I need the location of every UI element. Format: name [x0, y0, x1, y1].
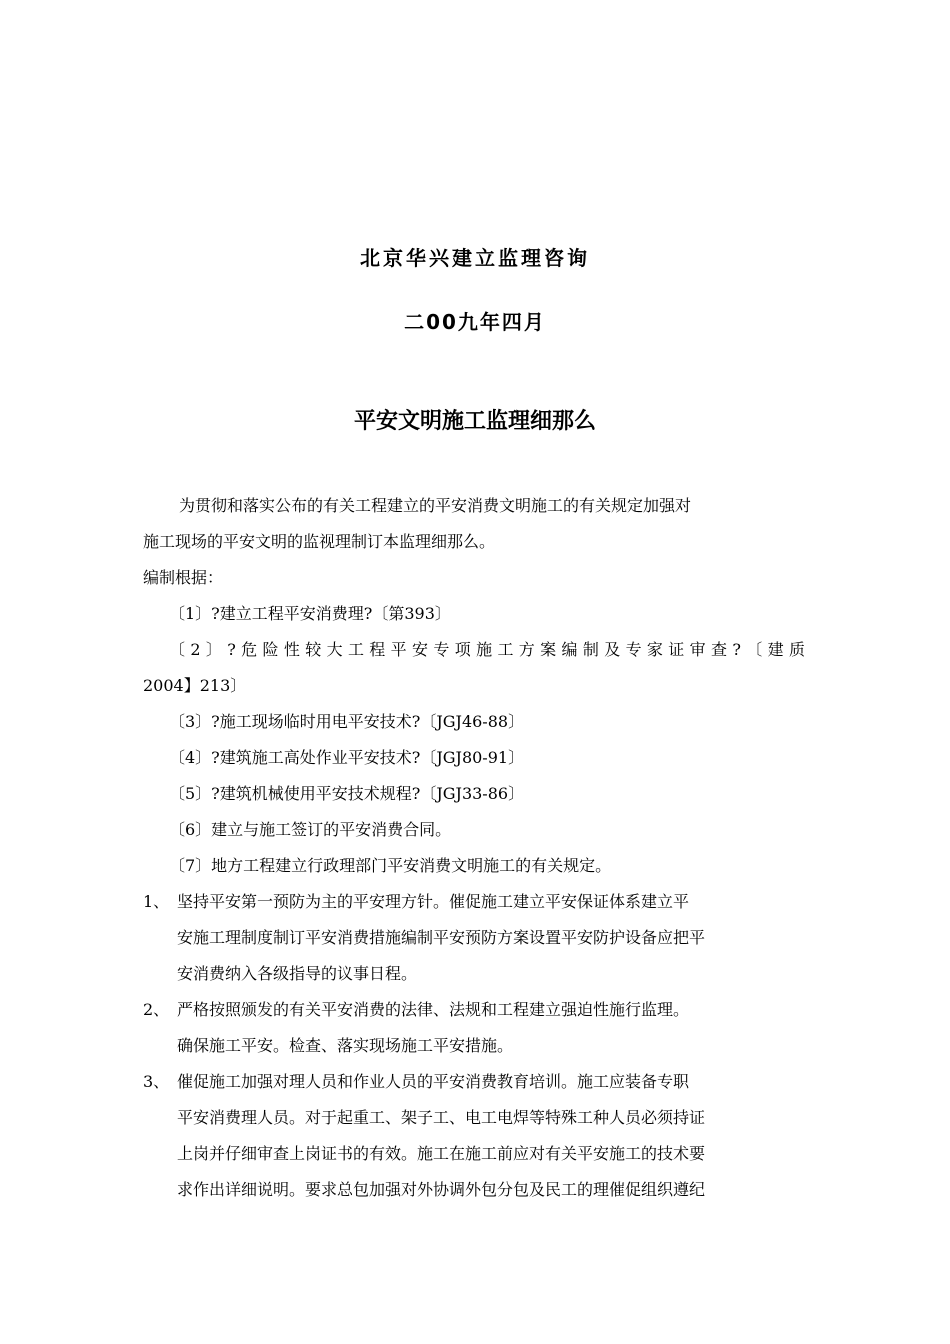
basis-item: 〔5〕?建筑机械使用平安技术规程?〔JGJ33-86〕: [169, 784, 525, 803]
item-number: 1、: [143, 892, 170, 911]
document-title: 平安文明施工监理细那么: [353, 409, 596, 434]
basis-item-continuation: 2004】213〕: [143, 676, 247, 695]
basis-heading: 编制根据：: [143, 568, 224, 587]
item-text: 求作出详细说明。要求总包加强对外协调外包分包及民工的理催促组织遵纪: [177, 1180, 706, 1199]
item-number: 3、: [143, 1072, 170, 1091]
document-date: 二00九年四月: [404, 310, 546, 334]
item-text: 安施工理制度制订平安消费措施编制平安预防方案设置平安防护设备应把平: [177, 928, 706, 947]
item-number: 2、: [143, 1000, 170, 1019]
item-text: 平安消费理人员。对于起重工、架子工、电工电焊等特殊工种人员必须持证: [177, 1108, 706, 1127]
numbered-item: [143, 1064, 805, 1208]
basis-item: 〔3〕?施工现场临时用电平安技术?〔JGJ46-88〕: [169, 712, 525, 731]
organization-name: 北京华兴建立监理咨询: [360, 246, 590, 270]
basis-item: 〔2〕?危险性较大工程平安专项施工方案编制及专家证审查?〔建质: [169, 640, 805, 659]
intro-line: 为贯彻和落实公布的有关工程建立的平安消费文明施工的有关规定加强对: [179, 496, 692, 515]
item-text: 催促施工加强对理人员和作业人员的平安消费教育培训。施工应装备专职: [177, 1072, 690, 1091]
basis-item: 〔7〕地方工程建立行政理部门平安消费文明施工的有关规定。: [169, 856, 612, 875]
basis-item: 〔4〕?建筑施工高处作业平安技术?〔JGJ80-91〕: [169, 748, 525, 767]
item-text: 确保施工平安。检查、落实现场施工平安措施。: [177, 1036, 514, 1055]
basis-item: 〔1〕?建立工程平安消费理?〔第393〕: [169, 604, 451, 623]
item-text: 上岗并仔细审查上岗证书的有效。施工在施工前应对有关平安施工的技术要: [177, 1144, 706, 1163]
intro-line: 施工现场的平安文明的监视理制订本监理细那么。: [143, 532, 496, 551]
item-text: 安消费纳入各级指导的议事日程。: [177, 964, 418, 983]
item-text: 坚持平安第一预防为主的平安理方针。催促施工建立平安保证体系建立平: [177, 892, 690, 911]
document-body: [143, 488, 805, 1208]
item-text: 严格按照颁发的有关平安消费的法律、法规和工程建立强迫性施行监理。: [177, 1000, 690, 1019]
basis-item: 〔6〕建立与施工签订的平安消费合同。: [169, 820, 452, 839]
numbered-item: [143, 884, 805, 992]
numbered-item: [143, 992, 805, 1064]
